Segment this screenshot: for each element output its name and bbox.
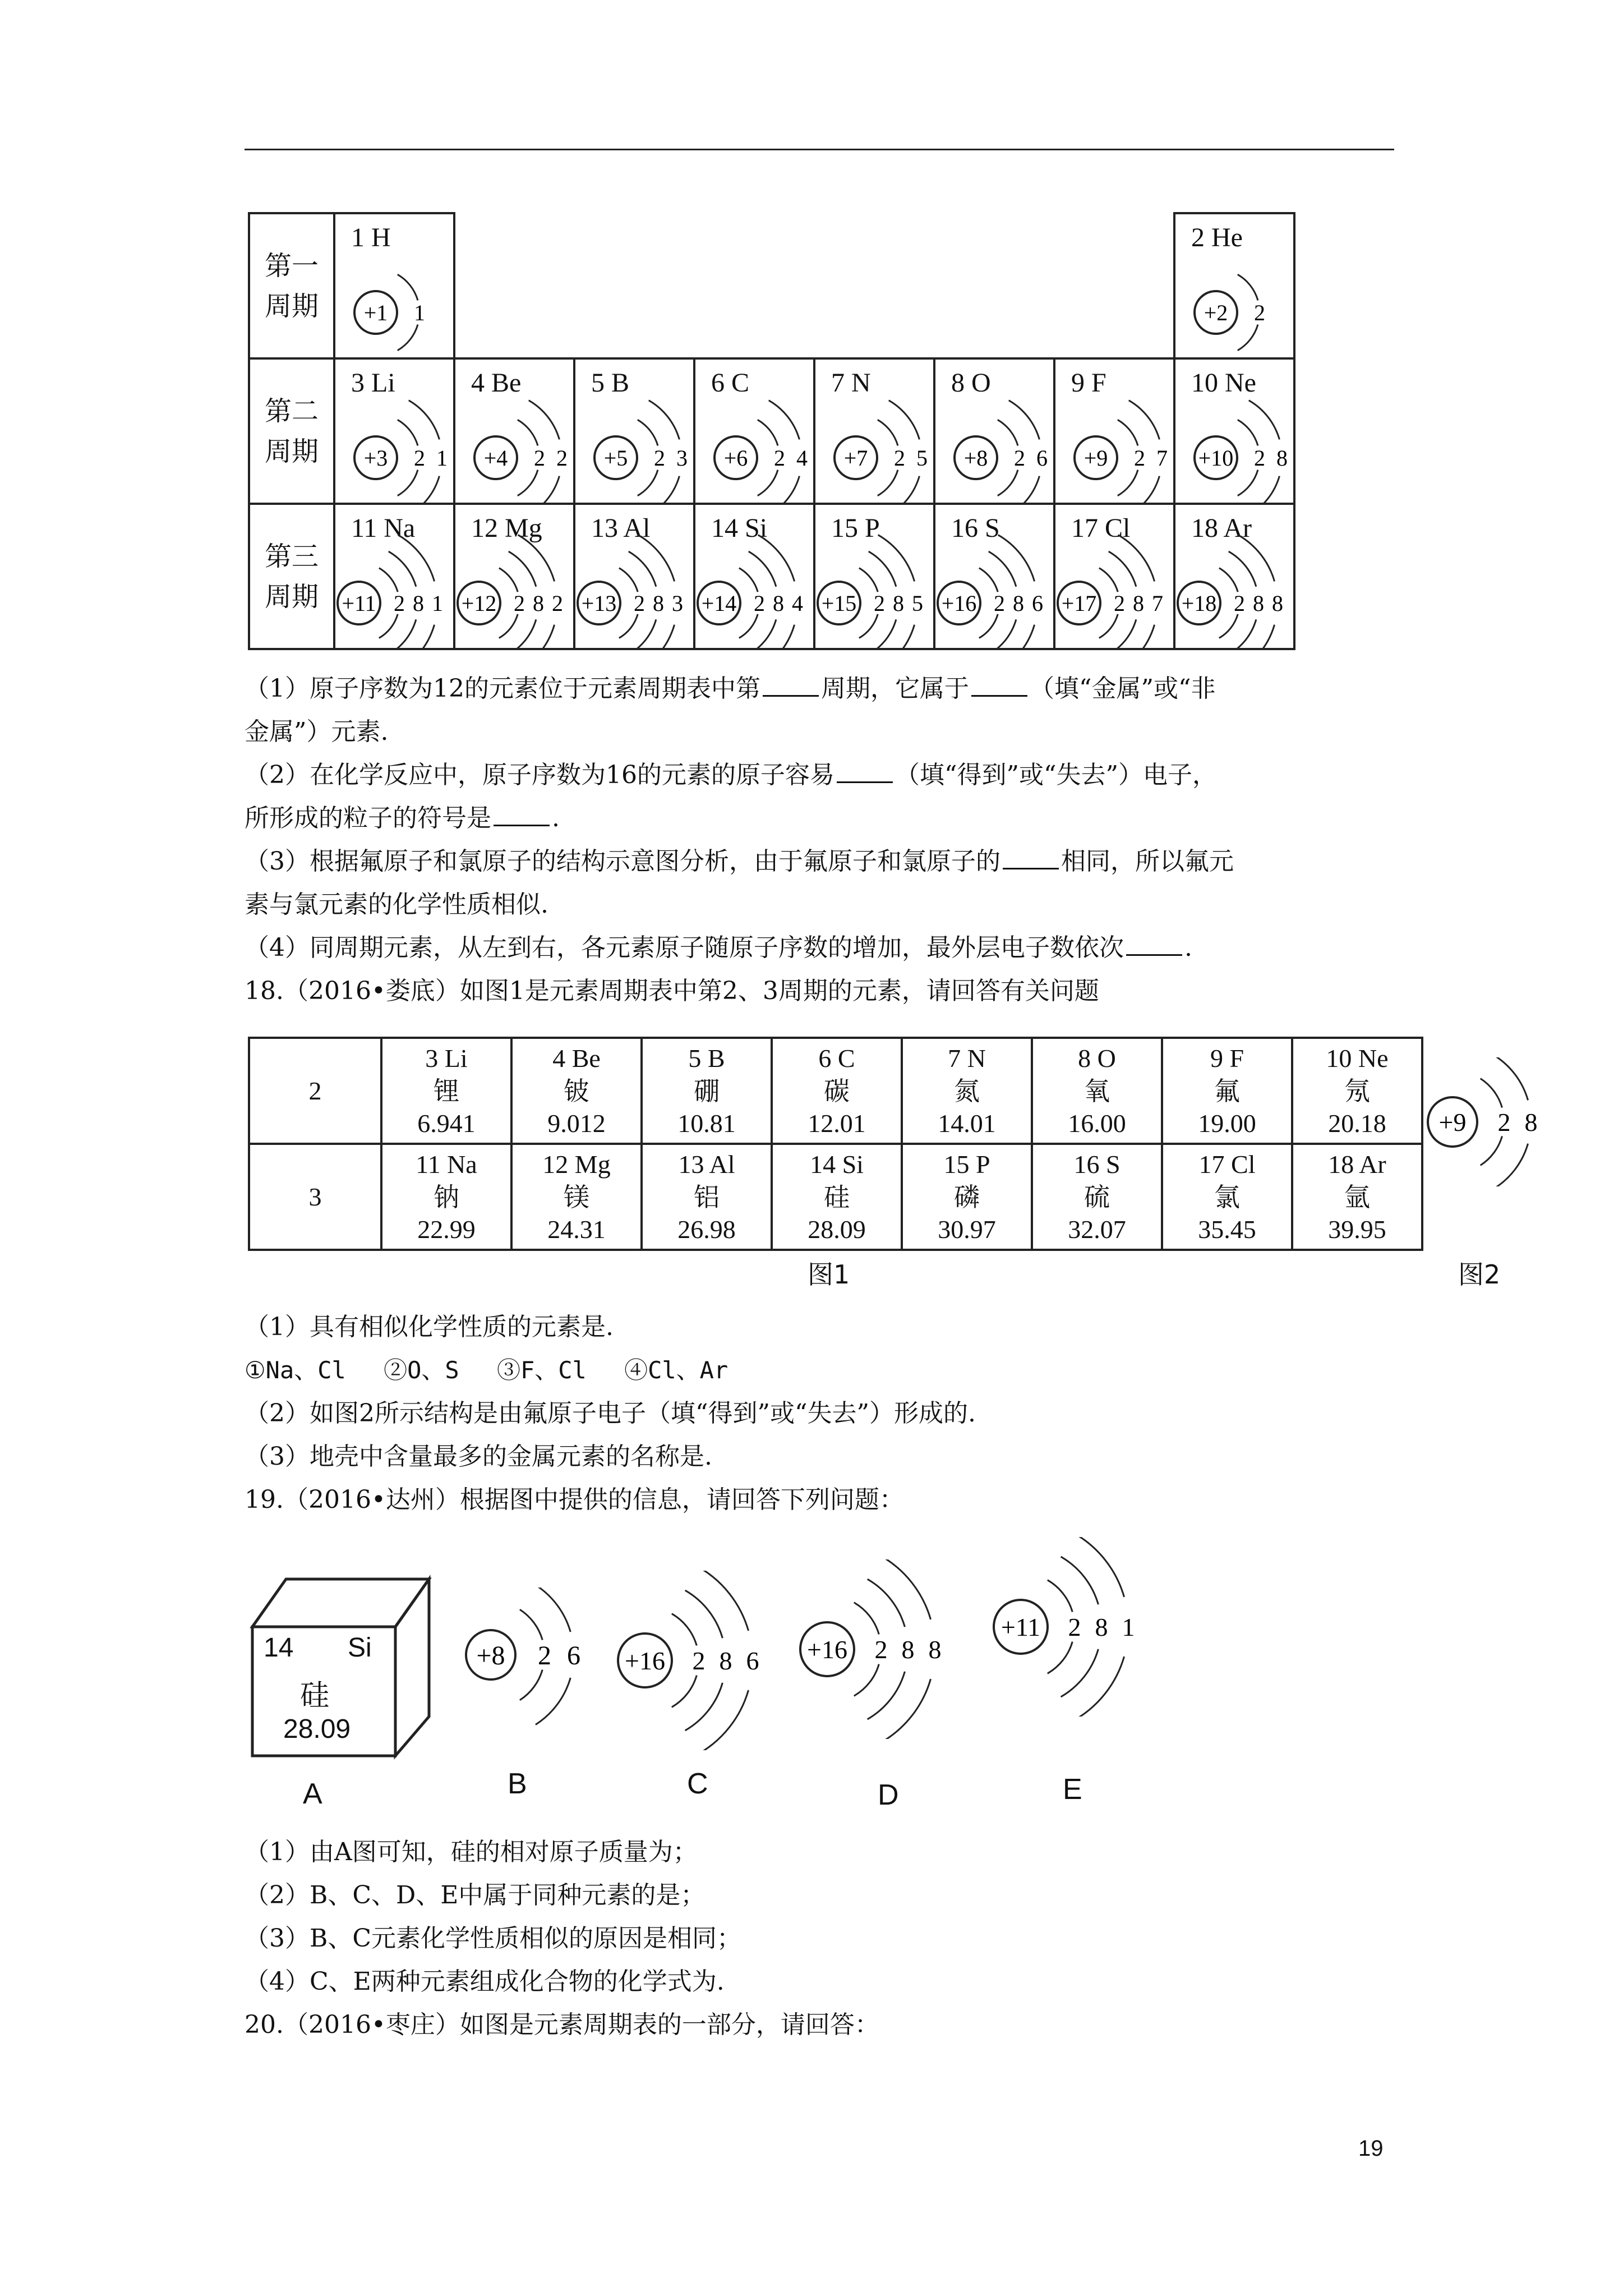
element-chinese-name: 硫	[1084, 1181, 1110, 1212]
electron-count: 2	[654, 445, 665, 471]
period-header	[249, 504, 334, 649]
electron-count: 1	[436, 445, 448, 471]
period-header-text: 周期	[264, 581, 319, 613]
element-label: 16 S	[951, 513, 1000, 543]
nucleus-charge: +16	[941, 591, 977, 616]
electron-count: 2	[774, 445, 785, 471]
electron-count: 1	[1122, 1613, 1135, 1642]
box-a-number: 14	[264, 1633, 294, 1663]
electron-count: 2	[754, 591, 765, 616]
element-cell	[455, 360, 573, 503]
element-info-cell	[1162, 1144, 1292, 1250]
element-cell	[695, 360, 813, 503]
element-label: 3 Li	[351, 368, 395, 398]
element-label: 2 He	[1191, 223, 1243, 252]
element-chinese-name: 氮	[954, 1075, 980, 1106]
electron-count: 8	[1524, 1108, 1538, 1137]
atom-structure	[935, 505, 1053, 648]
answer-blank[interactable]	[837, 759, 893, 783]
q19-q4: （4）C、E两种元素组成化合物的化学式为.	[245, 1967, 725, 1996]
period-header	[249, 213, 334, 358]
nucleus-charge: +14	[701, 591, 737, 616]
nucleus-charge: +9	[1438, 1108, 1467, 1137]
nucleus-charge: +5	[603, 445, 628, 471]
element-info-cell	[381, 1038, 511, 1144]
electron-count: 2	[874, 1635, 888, 1664]
element-chinese-name: 硅	[824, 1181, 850, 1212]
electron-count: 8	[719, 1646, 732, 1676]
element-atomic-mass: 39.95	[1328, 1214, 1386, 1244]
element-chinese-name: 铍	[564, 1075, 589, 1106]
nucleus-charge: +12	[461, 591, 497, 616]
element-label: 7 N	[831, 368, 871, 398]
element-cell	[1175, 505, 1293, 648]
element-label: 10 Ne	[1191, 368, 1256, 398]
element-chinese-name: 磷	[954, 1181, 980, 1212]
element-label: 6 C	[711, 368, 750, 398]
element-chinese-name: 硼	[694, 1075, 720, 1106]
empty-cell	[1054, 213, 1174, 358]
atom-structure	[695, 505, 813, 648]
nucleus-charge: +8	[476, 1640, 505, 1671]
nucleus-charge: +16	[625, 1646, 665, 1676]
element-info-cell	[772, 1038, 902, 1144]
electron-count: 2	[414, 445, 425, 471]
element-label: 13 Al	[591, 513, 651, 543]
element-cell	[1175, 360, 1293, 503]
nucleus-charge: +7	[843, 445, 868, 471]
element-number-symbol: 4 Be	[552, 1043, 601, 1073]
box-a-name: 硅	[300, 1679, 330, 1713]
element-chinese-name: 铝	[694, 1181, 720, 1212]
period-number: 3	[249, 1144, 381, 1250]
element-info-cell	[381, 1144, 511, 1250]
atom-structure	[1175, 214, 1293, 357]
element-chinese-name: 钠	[434, 1181, 459, 1212]
empty-cell	[574, 213, 694, 358]
electron-count: 8	[533, 591, 544, 616]
element-chinese-name: 氖	[1344, 1075, 1370, 1106]
element-info-cell	[902, 1144, 1032, 1250]
element-cell	[1175, 214, 1293, 357]
element-number-symbol: 11 Na	[416, 1149, 477, 1179]
q17-line4: （4）同周期元素，从左到右，各元素原子随原子序数的增加，最外层电子数依次 .	[245, 931, 1192, 965]
period-header-text: 第二	[264, 395, 319, 427]
electron-count: 2	[894, 445, 905, 471]
element-info-cell	[772, 1144, 902, 1250]
electron-count: 2	[538, 1640, 551, 1671]
label-a: A	[303, 1778, 322, 1810]
atom-structure	[575, 505, 693, 648]
atom-structure	[815, 505, 933, 648]
answer-blank[interactable]	[1003, 845, 1059, 869]
nucleus-charge: +4	[483, 445, 508, 471]
atom-structure	[575, 360, 693, 503]
fig2-caption: 图2	[1458, 1259, 1501, 1290]
element-label: 12 Mg	[471, 513, 542, 543]
element-atomic-mass: 28.09	[808, 1214, 866, 1244]
label-d: D	[878, 1779, 899, 1811]
atom-structure	[1175, 360, 1293, 503]
electron-count: 4	[792, 591, 803, 616]
electron-count: 2	[1014, 445, 1025, 471]
element-number-symbol: 5 B	[688, 1043, 725, 1073]
atom-structure	[455, 505, 573, 648]
nucleus-charge: +10	[1198, 445, 1234, 471]
nucleus-charge: +11	[1000, 1613, 1041, 1642]
element-info-cell	[1032, 1144, 1162, 1250]
element-number-symbol: 18 Ar	[1328, 1149, 1386, 1179]
element-label: 4 Be	[471, 368, 522, 398]
element-atomic-mass: 6.941	[417, 1108, 476, 1138]
element-chinese-name: 氟	[1214, 1075, 1240, 1106]
electron-count: 8	[1133, 591, 1144, 616]
electron-count: 8	[653, 591, 664, 616]
element-label: 17 Cl	[1071, 513, 1131, 543]
element-number-symbol: 10 Ne	[1326, 1043, 1389, 1073]
element-atomic-mass: 9.012	[547, 1108, 606, 1138]
q18-options: ①Na、Cl ②O、S ③F、Cl ④Cl、Ar	[245, 1356, 728, 1384]
element-atomic-mass: 20.18	[1328, 1108, 1386, 1138]
atom-d-structure	[796, 1559, 981, 1739]
atom-structure	[1055, 505, 1173, 648]
q19-title: 19.（2016•达州）根据图中提供的信息，请回答下列问题：	[245, 1485, 904, 1514]
page-number: 19	[1358, 2136, 1384, 2161]
element-info-cell	[1032, 1038, 1162, 1144]
electron-count: 6	[567, 1640, 580, 1671]
q17-line2-cont: 所形成的粒子的符号是 .	[245, 802, 560, 835]
period-header-text: 第三	[264, 540, 319, 572]
empty-cell	[694, 213, 814, 358]
element-info-cell	[642, 1144, 772, 1250]
electron-count: 6	[746, 1646, 759, 1676]
element-atomic-mass: 22.99	[417, 1214, 476, 1244]
element-cell	[695, 505, 813, 648]
empty-cell	[454, 213, 574, 358]
q18-q3: （3）地壳中含量最多的金属元素的名称是.	[245, 1442, 712, 1471]
electron-count: 2	[634, 591, 645, 616]
element-cell	[935, 505, 1053, 648]
atom-e-structure	[990, 1537, 1175, 1717]
element-cell	[575, 360, 693, 503]
electron-count: 2	[1134, 445, 1145, 471]
element-label: 11 Na	[351, 513, 416, 543]
q17-line1-cont: 金属”）元素.	[245, 717, 389, 746]
element-number-symbol: 17 Cl	[1198, 1149, 1256, 1179]
element-atomic-mass: 12.01	[808, 1108, 866, 1138]
element-atomic-mass: 30.97	[938, 1214, 996, 1244]
element-cell	[575, 505, 693, 648]
nucleus-charge: +13	[581, 591, 617, 616]
label-b: B	[508, 1768, 527, 1800]
electron-count: 2	[1497, 1108, 1511, 1137]
q18-title: 18.（2016•娄底）如图1是元素周期表中第2、3周期的元素，请回答有关问题	[245, 977, 1099, 1005]
q17-line3: （3）根据氟原子和氯原子的结构示意图分析，由于氟原子和氯原子的 相同，所以氟元	[245, 845, 1234, 878]
atom-structure	[1175, 505, 1293, 648]
q20-title: 20.（2016•枣庄）如图是元素周期表的一部分，请回答：	[245, 2010, 879, 2039]
atom-structure	[335, 214, 453, 357]
element-info-cell	[642, 1038, 772, 1144]
q18-q2: （2）如图2所示结构是由氟原子电子（填“得到”或“失去”）形成的.	[245, 1399, 976, 1428]
element-info-cell	[511, 1144, 642, 1250]
electron-count: 2	[394, 591, 405, 616]
nucleus-charge: +6	[723, 445, 748, 471]
electron-count: 7	[1156, 445, 1168, 471]
answer-blank[interactable]	[494, 802, 550, 826]
electron-count: 2	[1068, 1613, 1081, 1642]
electron-count: 7	[1152, 591, 1163, 616]
atom-structure	[815, 360, 933, 503]
element-info-cell	[511, 1038, 642, 1144]
element-cell	[455, 505, 573, 648]
q19-q3: （3）B、C元素化学性质相似的原因是相同；	[245, 1924, 741, 1953]
period-header-text: 第一	[264, 250, 319, 282]
atom-structure	[335, 360, 453, 503]
element-number-symbol: 7 N	[948, 1043, 986, 1073]
electron-count: 2	[1254, 300, 1265, 325]
box-a-symbol: Si	[348, 1633, 372, 1663]
answer-blank[interactable]	[971, 673, 1027, 697]
electron-count: 8	[1272, 591, 1283, 616]
nucleus-charge: +18	[1181, 591, 1217, 616]
electron-count: 6	[1032, 591, 1043, 616]
element-label: 14 Si	[711, 513, 768, 543]
electron-count: 2	[692, 1646, 706, 1676]
element-cell	[335, 214, 453, 357]
nucleus-charge: +1	[363, 300, 388, 325]
electron-count: 2	[534, 445, 545, 471]
element-number-symbol: 8 O	[1078, 1043, 1116, 1073]
element-number-symbol: 6 C	[818, 1043, 855, 1073]
element-chinese-name: 氩	[1344, 1181, 1370, 1212]
atom-structure	[455, 360, 573, 503]
element-number-symbol: 14 Si	[810, 1149, 864, 1179]
element-info-cell	[1162, 1038, 1292, 1144]
electron-count: 2	[552, 591, 563, 616]
element-info-cell	[1292, 1038, 1422, 1144]
nucleus-charge: +9	[1083, 445, 1108, 471]
element-atomic-mass: 10.81	[677, 1108, 736, 1138]
electron-count: 8	[893, 591, 904, 616]
period-header-text: 周期	[264, 435, 319, 467]
atom-b-structure	[460, 1588, 617, 1733]
label-c: C	[687, 1768, 708, 1800]
element-cell	[815, 360, 933, 503]
q19-q1: （1）由A图可知，硅的相对原子质量为；	[245, 1838, 698, 1866]
label-e: E	[1063, 1773, 1082, 1806]
electron-count: 2	[514, 591, 525, 616]
electron-count: 1	[432, 591, 443, 616]
atom-structure	[335, 505, 453, 648]
element-label: 1 H	[351, 223, 391, 252]
electron-count: 8	[1253, 591, 1264, 616]
electron-count: 1	[414, 300, 425, 325]
element-number-symbol: 15 P	[943, 1149, 990, 1179]
electron-count: 2	[556, 445, 568, 471]
element-atomic-mass: 35.45	[1198, 1214, 1256, 1244]
element-number-symbol: 16 S	[1073, 1149, 1121, 1179]
q17-line2: （2）在化学反应中，原子序数为16的元素的原子容易 （填“得到”或“失去”）电子，	[245, 758, 1217, 792]
electron-count: 8	[1095, 1613, 1108, 1642]
electron-count: 6	[1036, 445, 1048, 471]
element-chinese-name: 碳	[824, 1075, 850, 1106]
empty-cell	[934, 213, 1054, 358]
element-chinese-name: 氯	[1214, 1181, 1240, 1212]
box-a-mass: 28.09	[283, 1714, 351, 1744]
electron-count: 3	[672, 591, 683, 616]
electron-count: 8	[1013, 591, 1024, 616]
q18-q1: （1）具有相似化学性质的元素是.	[245, 1313, 614, 1341]
element-chinese-name: 锂	[434, 1075, 459, 1106]
element-label: 18 Ar	[1191, 513, 1252, 543]
electron-count: 5	[912, 591, 923, 616]
fig1-caption: 图1	[808, 1259, 850, 1290]
periodic-table-periods-2-3	[248, 1037, 1423, 1251]
atom-structure	[695, 360, 813, 503]
element-chinese-name: 镁	[564, 1181, 589, 1212]
electron-count: 8	[928, 1635, 942, 1664]
q19-q2: （2）B、C、D、E中属于同种元素的是；	[245, 1881, 706, 1910]
element-label: 8 O	[951, 368, 991, 398]
answer-blank[interactable]	[1126, 932, 1182, 956]
element-cell	[335, 360, 453, 503]
element-cell	[335, 505, 453, 648]
element-info-cell	[1292, 1144, 1422, 1250]
element-info-cell	[902, 1038, 1032, 1144]
electron-count: 5	[916, 445, 928, 471]
periodic-table-structures	[248, 212, 1295, 650]
period-header	[249, 358, 334, 504]
element-label: 9 F	[1071, 368, 1106, 398]
atom-structure	[1055, 360, 1173, 503]
electron-count: 2	[1234, 591, 1245, 616]
element-atomic-mass: 14.01	[938, 1108, 996, 1138]
electron-count: 3	[676, 445, 688, 471]
element-cell	[935, 360, 1053, 503]
atom-structure	[935, 360, 1053, 503]
element-cell	[1055, 505, 1173, 648]
element-number-symbol: 9 F	[1210, 1043, 1244, 1073]
electron-count: 8	[1276, 445, 1288, 471]
electron-count: 2	[1254, 445, 1265, 471]
element-label: 15 P	[831, 513, 880, 543]
electron-count: 8	[901, 1635, 915, 1664]
electron-count: 2	[1114, 591, 1125, 616]
electron-count: 8	[773, 591, 784, 616]
electron-count: 4	[796, 445, 808, 471]
atom-c-structure	[614, 1571, 799, 1750]
nucleus-charge: +17	[1061, 591, 1097, 616]
element-chinese-name: 氧	[1084, 1075, 1110, 1106]
element-cell	[1055, 360, 1173, 503]
element-atomic-mass: 24.31	[547, 1214, 606, 1244]
element-label: 5 B	[591, 368, 630, 398]
period-header-text: 周期	[264, 290, 319, 322]
electron-count: 2	[874, 591, 885, 616]
nucleus-charge: +15	[821, 591, 857, 616]
element-number-symbol: 12 Mg	[542, 1149, 611, 1179]
element-atomic-mass: 16.00	[1068, 1108, 1126, 1138]
element-atomic-mass: 26.98	[677, 1214, 736, 1244]
q17-line1: （1）原子序数为12的元素位于元素周期表中第 周期，它属于 （填“金属”或“非	[245, 672, 1215, 706]
electron-count: 2	[994, 591, 1005, 616]
nucleus-charge: +2	[1204, 300, 1228, 325]
nucleus-charge: +11	[342, 591, 376, 616]
element-atomic-mass: 19.00	[1198, 1108, 1256, 1138]
period-number: 2	[249, 1038, 381, 1144]
empty-cell	[814, 213, 934, 358]
element-number-symbol: 3 Li	[425, 1043, 468, 1073]
answer-blank[interactable]	[763, 673, 819, 697]
header-rule	[245, 149, 1394, 150]
nucleus-charge: +3	[363, 445, 388, 471]
element-number-symbol: 13 Al	[678, 1149, 735, 1179]
nucleus-charge: +8	[963, 445, 988, 471]
nucleus-charge: +16	[807, 1635, 847, 1664]
fig2-fluoride-ion-structure	[1424, 1057, 1559, 1186]
electron-count: 8	[413, 591, 424, 616]
q17-line3-cont: 素与氯元素的化学性质相似.	[245, 890, 548, 919]
element-atomic-mass: 32.07	[1068, 1214, 1126, 1244]
element-cell	[815, 505, 933, 648]
